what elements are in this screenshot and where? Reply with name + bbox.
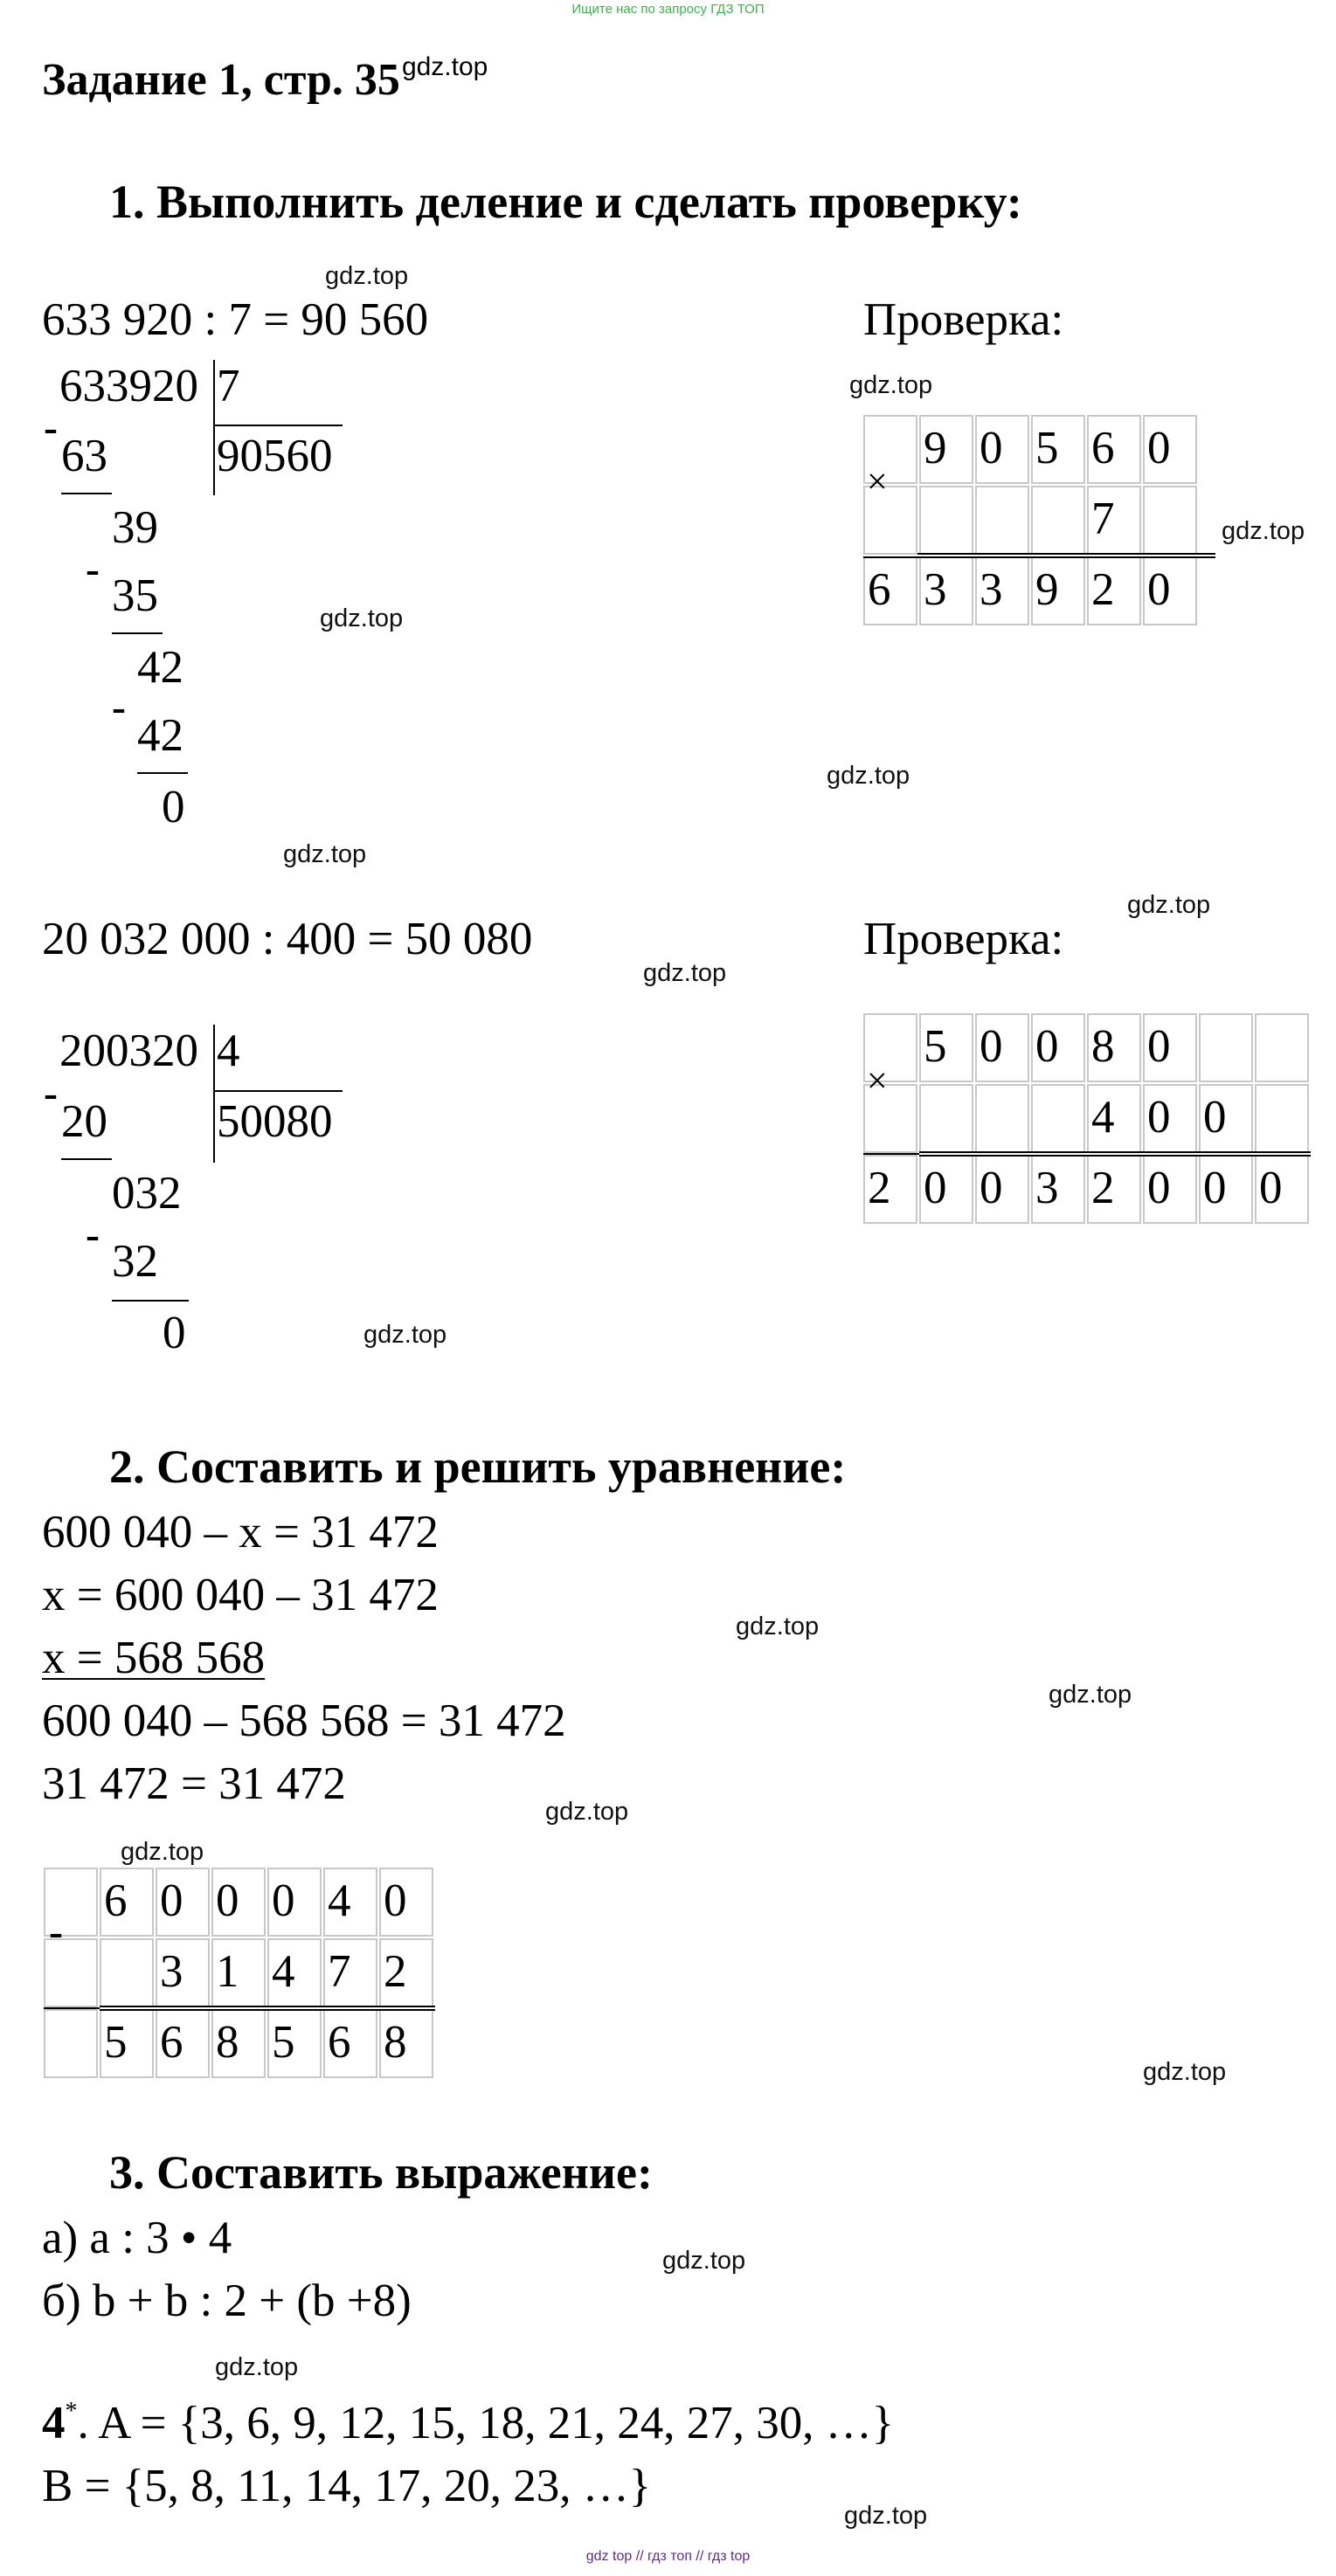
- grid-cell: 0: [1143, 1013, 1197, 1082]
- ex2-step-line-2: [112, 1300, 189, 1302]
- grid-cell: 8: [379, 2009, 433, 2078]
- ex1-division-bar: [213, 360, 215, 495]
- watermark: gdz.top: [363, 1321, 447, 1349]
- watermark: gdz.top: [121, 1838, 204, 1866]
- ex2-division-bar: [213, 1025, 215, 1163]
- watermark: gdz.top: [1222, 517, 1305, 545]
- ex2-step-4: 0: [163, 1308, 186, 1358]
- watermark: gdz.top: [545, 1798, 629, 1826]
- ex1-step-4: 42: [137, 642, 183, 693]
- grid-cell: 0: [1031, 1013, 1085, 1082]
- ex2-dividend: 200320: [59, 1026, 198, 1076]
- grid-cell: 6: [863, 556, 917, 625]
- grid-cell: 7: [323, 1938, 377, 2007]
- section3-heading: 3. Составить выражение:: [109, 2146, 653, 2199]
- grid-cell: 4: [1087, 1084, 1141, 1153]
- grid-cell: [919, 1084, 973, 1153]
- watermark: gdz.top: [662, 2247, 746, 2275]
- ex2-step-line-1: [61, 1158, 112, 1160]
- grid-operator-cell: [44, 2009, 98, 2078]
- grid-cell: 5: [1031, 415, 1085, 484]
- page-title-text: Задание 1, стр. 35: [42, 55, 400, 105]
- grid-cell: 0: [267, 1868, 322, 1937]
- watermark: gdz.top: [325, 262, 409, 290]
- equation-line-5: 31 472 = 31 472: [42, 1758, 346, 1809]
- expression-a: а) a : 3 • 4: [42, 2213, 232, 2263]
- equation-line-4: 600 040 – 568 568 = 31 472: [42, 1695, 566, 1746]
- grid-cell: [1031, 486, 1085, 555]
- subtraction-minus: -: [49, 1909, 63, 1955]
- ex1-step-3: 35: [112, 570, 158, 621]
- grid-cell: 4: [323, 1868, 377, 1937]
- ex1-step-5: 42: [137, 710, 183, 761]
- ex1-step-line-3: [137, 772, 188, 774]
- ex2-step-3: 32: [112, 1236, 158, 1287]
- grid-cell: [1143, 486, 1197, 555]
- footer: gdz top // гдз топ // гдз top: [585, 2549, 751, 2564]
- grid-operator-line: [863, 1153, 919, 1155]
- ex2-quotient-line: [215, 1090, 343, 1092]
- grid-cell: 0: [1143, 1084, 1197, 1153]
- ex1-minus-3: -: [112, 684, 126, 730]
- grid-cell: 4: [267, 1938, 322, 2007]
- ex1-times-sign: ×: [867, 462, 888, 502]
- watermark: gdz.top: [827, 762, 910, 790]
- ex1-check-label: Проверка:: [863, 294, 1064, 345]
- ex1-step-line-1: [61, 493, 112, 494]
- ex2-step-1: 20: [61, 1096, 107, 1147]
- grid-cell: 0: [1255, 1155, 1309, 1224]
- ex1-minus-1: -: [44, 404, 58, 451]
- section1-heading: 1. Выполнить деление и сделать проверку:: [109, 176, 1022, 228]
- grid-cell: 3: [156, 1938, 210, 2007]
- ex2-quotient: 50080: [217, 1096, 333, 1147]
- grid-cell: 0: [211, 1868, 266, 1937]
- equation-line-2: x = 600 040 – 31 472: [42, 1570, 439, 1620]
- watermark: gdz.top: [844, 2502, 928, 2530]
- grid-cell: 8: [1087, 1013, 1141, 1082]
- grid-cell: 9: [1031, 556, 1085, 625]
- grid-cell: 6: [156, 2009, 210, 2078]
- grid-cell: [100, 1938, 154, 2007]
- ex1-equation: 633 920 : 7 = 90 560: [42, 294, 429, 345]
- ex2-minus-1: -: [44, 1070, 58, 1116]
- grid-cell: [1255, 1084, 1309, 1153]
- grid-cell: 5: [267, 2009, 322, 2078]
- grid-cell: [1031, 1084, 1085, 1153]
- grid-cell: 0: [1199, 1084, 1253, 1153]
- grid-cell: 0: [156, 1868, 210, 1937]
- grid-cell: [975, 1084, 1029, 1153]
- grid-cell: 0: [1143, 556, 1197, 625]
- set-b-line: B = {5, 8, 11, 14, 17, 20, 23, …}: [42, 2461, 652, 2511]
- top-banner: Ищите нас по запросу ГДЗ ТОП: [571, 2, 765, 17]
- equation-line-1: 600 040 – x = 31 472: [42, 1507, 439, 1557]
- grid-cell: [919, 486, 973, 555]
- watermark: gdz.top: [320, 604, 404, 632]
- ex1-divisor: 7: [217, 361, 240, 411]
- grid-cell: 0: [975, 1013, 1029, 1082]
- grid-cell: 1: [211, 1938, 266, 2007]
- watermark: gdz.top: [1049, 1681, 1132, 1709]
- grid-cell: 2: [379, 1938, 433, 2007]
- grid-cell: 0: [1143, 415, 1197, 484]
- grid-result-line: [919, 1151, 1311, 1157]
- page-title: [42, 52, 488, 106]
- ex2-times-sign: ×: [867, 1061, 888, 1102]
- ex1-step-1: 63: [61, 431, 107, 481]
- grid-cell: 0: [919, 1155, 973, 1224]
- grid-cell: 0: [1199, 1155, 1253, 1224]
- grid-cell: 0: [379, 1868, 433, 1937]
- grid-cell: 2: [1087, 556, 1141, 625]
- expression-b: б) b + b : 2 + (b +8): [42, 2276, 412, 2326]
- grid-result-line: [100, 2006, 435, 2011]
- grid-cell: 0: [1143, 1155, 1197, 1224]
- page-title-watermark: gdz.top: [401, 52, 488, 81]
- ex1-dividend: 633920: [59, 361, 198, 411]
- ex1-quotient-line: [215, 425, 343, 426]
- watermark: gdz.top: [1127, 891, 1211, 919]
- grid-cell: 9: [919, 415, 973, 484]
- ex2-check-label: Проверка:: [863, 914, 1064, 964]
- grid-cell: 6: [323, 2009, 377, 2078]
- ex1-step-2: 39: [112, 502, 158, 553]
- ex2-divisor: 4: [217, 1026, 240, 1076]
- grid-cell: [1255, 1013, 1309, 1082]
- grid-cell: 6: [100, 1868, 154, 1937]
- grid-cell: 5: [919, 1013, 973, 1082]
- watermark: gdz.top: [215, 2353, 299, 2381]
- grid-cell: [975, 486, 1029, 555]
- set-a-text: . A = {3, 6, 9, 12, 15, 18, 21, 24, 27, 30, …}: [77, 2398, 895, 2448]
- grid-cell: [1199, 1013, 1253, 1082]
- ex1-quotient: 90560: [217, 431, 333, 481]
- watermark: gdz.top: [736, 1613, 820, 1640]
- grid-cell: 6: [1087, 415, 1141, 484]
- grid-cell: 2: [1087, 1155, 1141, 1224]
- grid-cell: 7: [1087, 486, 1141, 555]
- ex2-step-2: 032: [112, 1168, 182, 1219]
- grid-cell: 0: [975, 415, 1029, 484]
- set-a-line: [42, 2397, 894, 2449]
- grid-cell: 5: [100, 2009, 154, 2078]
- ex2-equation: 20 032 000 : 400 = 50 080: [42, 914, 533, 964]
- watermark: gdz.top: [849, 371, 933, 399]
- grid-cell: 8: [211, 2009, 266, 2078]
- grid-cell: 2: [863, 1155, 917, 1224]
- ex1-step-line-2: [112, 632, 163, 634]
- equation-answer: x = 568 568: [42, 1633, 266, 1683]
- task4-number: 4: [42, 2398, 66, 2448]
- watermark: gdz.top: [643, 959, 727, 987]
- grid-cell: 3: [919, 556, 973, 625]
- watermark: gdz.top: [1143, 2058, 1227, 2086]
- ex2-minus-2: -: [86, 1212, 100, 1258]
- task4-star: *: [65, 2398, 78, 2425]
- section2-heading: 2. Составить и решить уравнение:: [109, 1440, 847, 1493]
- grid-cell: 0: [975, 1155, 1029, 1224]
- grid-cell: 3: [975, 556, 1029, 625]
- ex1-step-6: 0: [162, 782, 185, 832]
- grid-cell: 3: [1031, 1155, 1085, 1224]
- watermark: gdz.top: [283, 840, 367, 868]
- ex1-minus-2: -: [86, 546, 100, 592]
